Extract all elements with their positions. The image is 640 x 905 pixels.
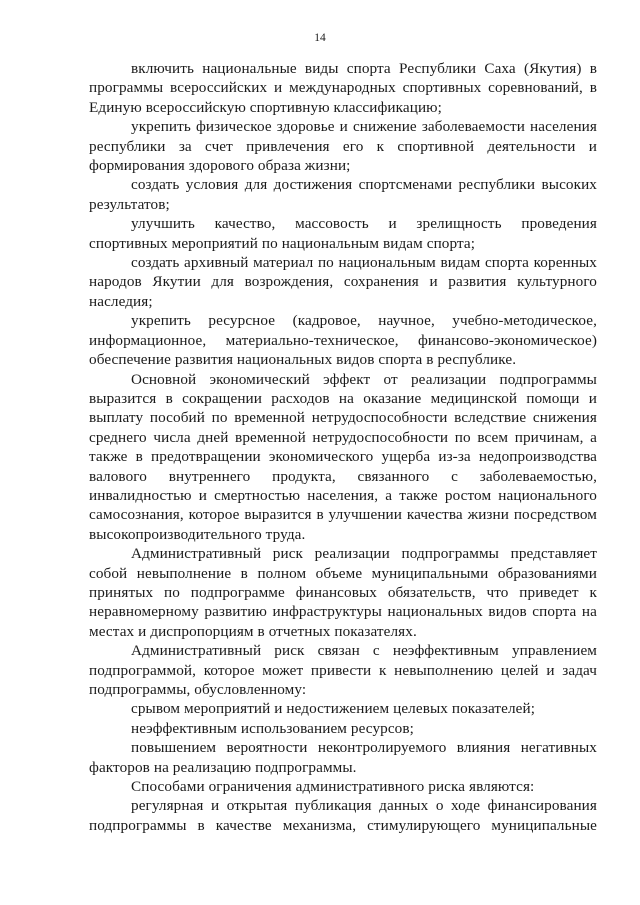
paragraph: неэффективным использованием ресурсов; (131, 719, 414, 737)
document-body (89, 59, 597, 835)
paragraph: укрепить ресурсное (кадровое, научное, учебно-методическое, информационное, материально-техническое, финансово-экономическое) обеспечение развития национальных видов спорта в республике. (89, 312, 597, 369)
paragraph: включить национальные виды спорта Республики Саха (Якутия) в программы всероссийских и международных спортивных соревнований, в Единую всероссийскую спортивную классификацию; (89, 60, 597, 116)
paragraph: срывом мероприятий и недостижением целевых показателей; (131, 700, 536, 718)
paragraph: создать условия для достижения спортсменами республики высоких результатов; (89, 176, 597, 213)
paragraph: Административный риск связан с неэффективным управлением подпрограммой, которое может привести к невыполнению целей и задач подпрограммы, обусловленному: (89, 642, 597, 698)
paragraph: укрепить физическое здоровье и снижение заболеваемости населения республики за счет привлечения его к спортивной деятельности и формирования здорового образа жизни; (89, 118, 597, 175)
paragraph: регулярная и открытая публикация данных о ходе финансирования подпрограммы в качестве механизма, стимулирующего муниципальные (89, 797, 597, 834)
paragraph: создать архивный материал по национальным видам спорта коренных народов Якутии для возрождения, сохранения и развития культурного наследия; (89, 254, 597, 310)
paragraph: Административный риск реализации подпрограммы представляет собой невыполнение в полном объеме муниципальными образованиями принятых по подпрограмме финансовых обязательств, что приведет к неравномерному развитию инфраструктуры национальных видов спорта на местах и диспропорциям в отчетных показателях. (89, 545, 597, 640)
paragraph: Способами ограничения административного риска являются: (131, 778, 535, 796)
paragraph: повышением вероятности неконтролируемого влияния негативных факторов на реализацию подпрограммы. (89, 739, 597, 776)
paragraph: улучшить качество, массовость и зрелищность проведения спортивных мероприятий по национальным видам спорта; (89, 215, 597, 252)
page-number: 14 (314, 32, 326, 44)
paragraph: Основной экономический эффект от реализации подпрограммы выразится в сокращении расходов на оказание медицинской помощи и выплату пособий по временной нетрудоспособности вследствие снижения среднего числа дней временной нетрудоспособности по всем причинам, а также в предотвращении экономического ущерба из-за недопроизводства валового внутреннего продукта, связанного с заболеваемостью, инвалидностью и смертностью населения, а также ростом национального самосознания, которое выразится в улучшении качества жизни посредством высокопроизводительного труда. (89, 370, 597, 543)
